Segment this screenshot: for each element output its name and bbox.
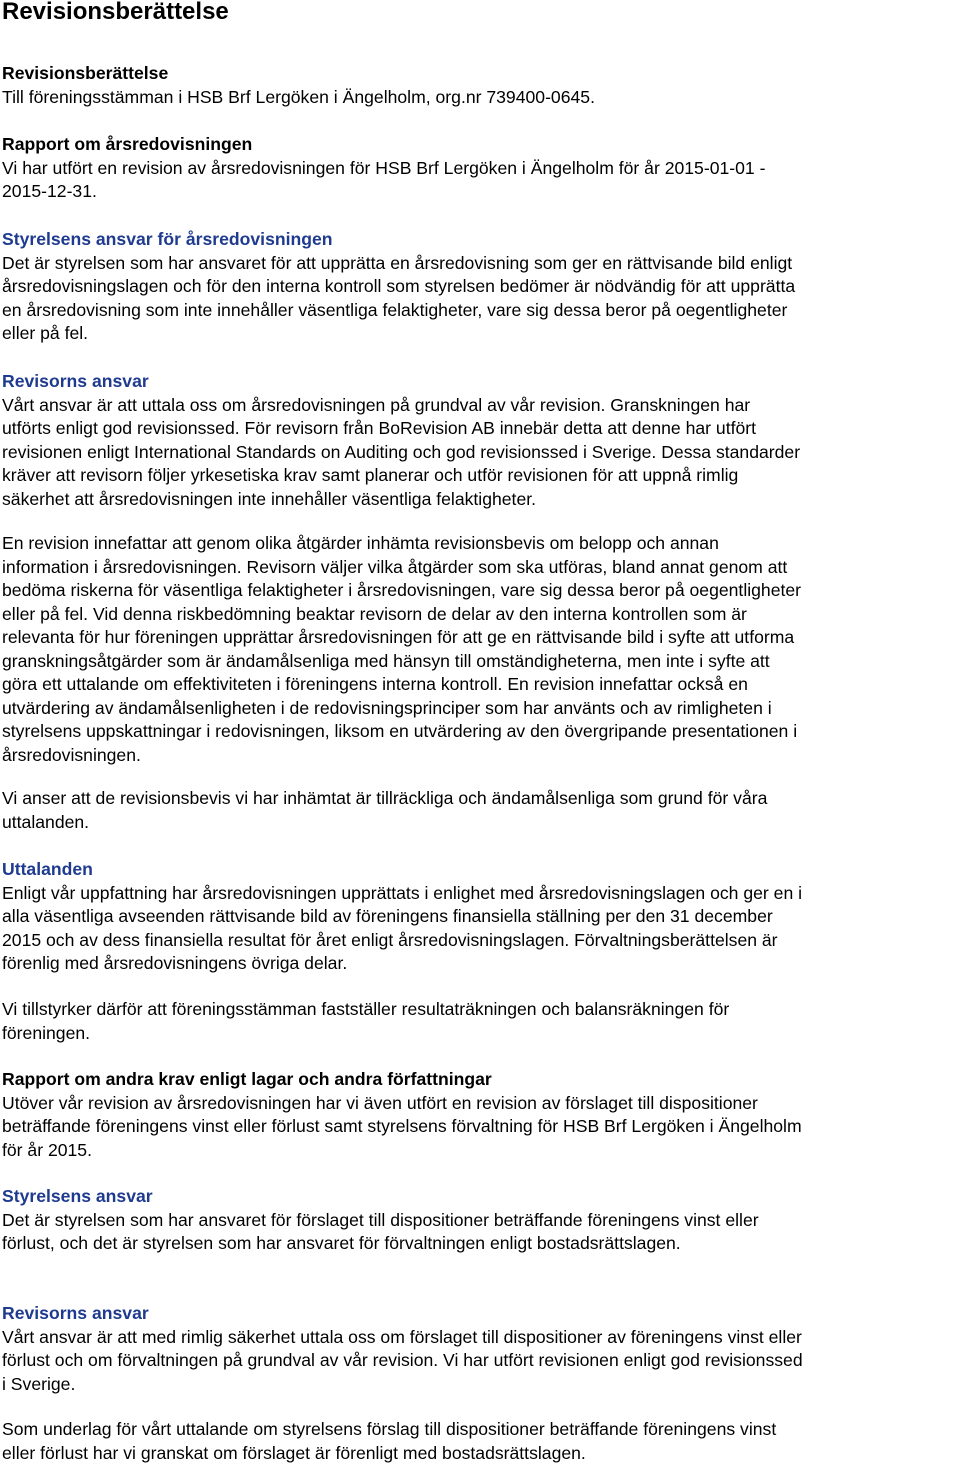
section-heading: Revisorns ansvar	[2, 371, 149, 391]
paragraph-line: i Sverige.	[2, 1373, 76, 1394]
section-vi-anser	[2, 787, 767, 834]
paragraph-line: eller på fel. Vid denna riskbedömning beaktar revisorn de delar av den interna kontrollen som är	[2, 603, 747, 624]
paragraph-line: revisionen enligt International Standards on Auditing och god revisionssed i Sverige. Dessa standarder	[2, 441, 801, 462]
section-rapport	[2, 133, 765, 204]
paragraph-line: göra ett uttalande om effektiviteten i föreningens interna kontroll. En revision innefattar också en	[2, 674, 748, 694]
paragraph-line: för år 2015.	[2, 1139, 92, 1160]
paragraph-line: kräver att revisorn följer yrkesetiska krav samt planerar och utför revisionen för att uppnå rimlig	[2, 465, 739, 485]
paragraph-line: 2015 och av dess finansiella resultat för året enligt årsredovisningslagen. Förvaltningsberättelsen är	[2, 929, 778, 950]
paragraph-line: föreningen.	[2, 1022, 91, 1043]
paragraph-line: information i årsredovisningen. Revisorn väljer vilka åtgärder som ska utföras, bland annat genom att	[2, 556, 788, 577]
paragraph-line: Vårt ansvar är att uttala oss om årsredovisningen på grundval av vår revision. Granskningen har	[2, 394, 751, 415]
page-title: Revisionsberättelse	[2, 0, 229, 25]
paragraph-line: En revision innefattar att genom olika åtgärder inhämta revisionsbevis om belopp och annan	[2, 533, 719, 553]
section-revisorns-ansvar-1	[2, 370, 800, 511]
section-uttalanden	[2, 858, 802, 976]
paragraph-line: årsredovisningen.	[2, 744, 141, 765]
paragraph-line: beträffande föreningens vinst eller förlust samt styrelsens förvaltning för HSB Brf Lergöken i Ängelholm	[2, 1116, 802, 1136]
paragraph-line: utvärdering av ändamålsenligheten i de redovisningsprinciper som har använts och av rimligheten i	[2, 697, 772, 718]
paragraph-line: förenlig med årsredovisningens övriga delar.	[2, 953, 348, 973]
section-heading: Styrelsens ansvar	[2, 1186, 153, 1206]
paragraph-line: Vi har utfört en revision av årsredovisningen för HSB Brf Lergöken i Ängelholm för år 2015-01-01 -	[2, 157, 766, 178]
section-intro	[2, 62, 595, 109]
section-heading: Rapport om årsredovisningen	[2, 134, 253, 154]
paragraph-line: Vi tillstyrker därför att föreningsstämman fastställer resultaträkningen och balansräkningen för	[2, 999, 730, 1019]
paragraph-line: förlust, och det är styrelsen som har ansvaret för förvaltningen enligt bostadsrättslagen.	[2, 1233, 681, 1253]
section-heading: Styrelsens ansvar för årsredovisningen	[2, 229, 333, 249]
section-heading: Revisionsberättelse	[2, 63, 169, 83]
paragraph-line: styrelsens uppskattningar i redovisningen, liksom en utvärdering av den övergripande presentationen i	[2, 721, 798, 741]
paragraph-line: relevanta för hur föreningen upprättar årsredovisningen för att ge en rättvisande bild i syfte att utforma	[2, 627, 795, 647]
paragraph-line: årsredovisningslagen och för den interna kontroll som styrelsen bedömer är nödvändig för att upprätta	[2, 276, 796, 296]
paragraph-line: granskningsåtgärder som är ändamålsenliga med hänsyn till omständigheterna, men inte i syfte att	[2, 650, 770, 671]
paragraph-line: uttalanden.	[2, 811, 90, 832]
paragraph-line: 2015-12-31.	[2, 181, 97, 201]
paragraph-line: eller förlust har vi granskat om förslaget är förenligt med bostadsrättslagen.	[2, 1442, 586, 1463]
paragraph-line: Som underlag för vårt uttalande om styrelsens förslag till dispositioner beträffande föreningens vinst	[2, 1419, 777, 1439]
paragraph-line: Det är styrelsen som har ansvaret för att upprätta en årsredovisning som ger en rättvisande bild enligt	[2, 252, 793, 273]
paragraph-line: förlust och om förvaltningen på grundval av vår revision. Vi har utfört revisionen enligt god revisionssed	[2, 1350, 803, 1370]
paragraph-line: Till föreningsstämman i HSB Brf Lergöken i Ängelholm, org.nr 739400-0645.	[2, 86, 595, 107]
paragraph-line: bedöma riskerna för väsentliga felaktigheter i årsredovisningen, vare sig dessa beror på oegentligheter	[2, 580, 802, 600]
paragraph-line: alla väsentliga avseenden rättvisande bild av föreningens finansiella ställning per den 31 december	[2, 906, 773, 926]
section-styrelsens-ansvar-ar	[2, 228, 795, 346]
paragraph-line: säkerhet att årsredovisningen inte innehåller väsentliga felaktigheter.	[2, 488, 537, 509]
section-heading: Uttalanden	[2, 859, 93, 879]
paragraph-line: eller på fel.	[2, 323, 89, 343]
section-som-underlag	[2, 1418, 776, 1465]
section-heading: Revisorns ansvar	[2, 1303, 149, 1323]
paragraph-line: Utöver vår revision av årsredovisningen har vi även utfört en revision av förslaget till dispositioner	[2, 1092, 758, 1113]
section-heading: Rapport om andra krav enligt lagar och andra författningar	[2, 1069, 492, 1089]
section-styrelsens-ansvar-2	[2, 1185, 759, 1256]
section-en-revision	[2, 532, 801, 767]
section-tillstyrker	[2, 998, 729, 1045]
paragraph-line: en årsredovisning som inte innehåller väsentliga felaktigheter, vare sig dessa beror på oegentligheter	[2, 299, 788, 320]
section-andra-krav	[2, 1068, 802, 1162]
paragraph-line: Det är styrelsen som har ansvaret för förslaget till dispositioner beträffande föreningens vinst eller	[2, 1209, 759, 1230]
paragraph-line: Vårt ansvar är att med rimlig säkerhet uttala oss om förslaget till dispositioner av föreningens vinst eller	[2, 1326, 802, 1347]
paragraph-line: Vi anser att de revisionsbevis vi har inhämtat är tillräckliga och ändamålsenliga som grund för våra	[2, 788, 768, 808]
paragraph-line: utförts enligt god revisionssed. För revisorn från BoRevision AB innebär detta att denne har utfört	[2, 418, 757, 438]
paragraph-line: Enligt vår uppfattning har årsredovisningen upprättats i enlighet med årsredovisningslagen och ger en i	[2, 882, 803, 903]
section-revisorns-ansvar-2	[2, 1302, 803, 1396]
